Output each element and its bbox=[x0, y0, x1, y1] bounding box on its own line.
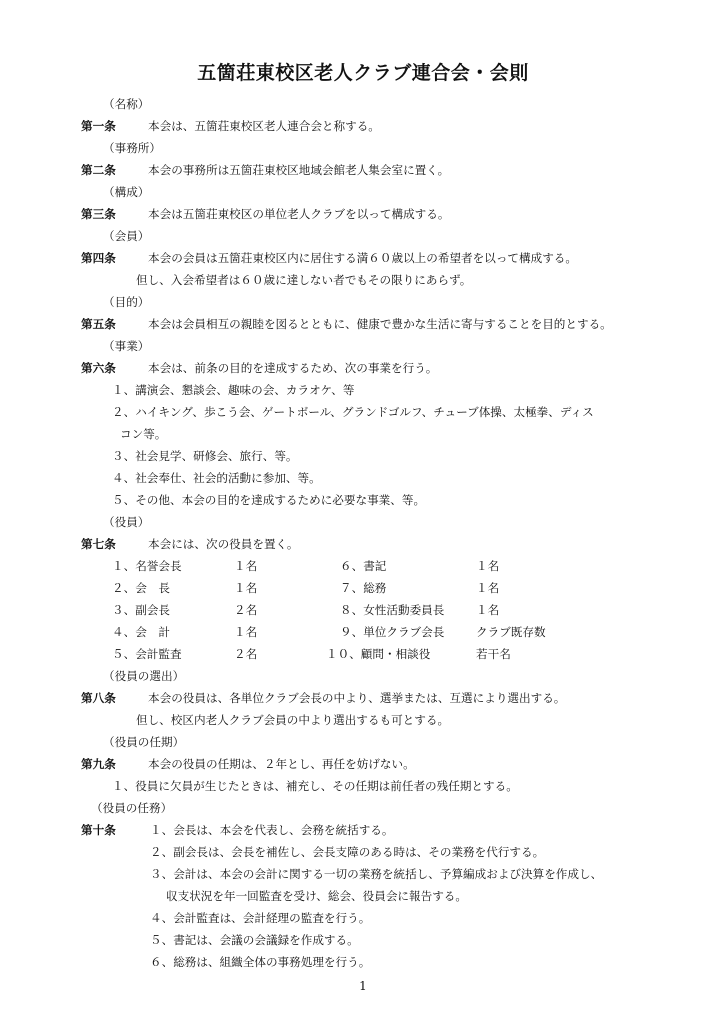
heading-office: （事務所） bbox=[103, 141, 161, 155]
officer-count: １名 bbox=[476, 581, 500, 595]
officer-count: １名 bbox=[234, 625, 258, 639]
article-9-label: 第九条 bbox=[81, 757, 116, 771]
officer-count: 若干名 bbox=[476, 647, 511, 661]
article-10-label: 第十条 bbox=[81, 823, 116, 837]
article-10-item: ２、副会長は、会長を補佐し、会長支障のある時は、その業務を代行する。 bbox=[150, 845, 545, 859]
page-number: 1 bbox=[359, 979, 367, 993]
document-title: 五箇荘東校区老人クラブ連合会・会則 bbox=[197, 62, 529, 84]
officer-role: ７、総務 bbox=[340, 581, 387, 595]
article-4-proviso: 但し、入会希望者は６０歳に達しない者でもその限りにあらず。 bbox=[136, 273, 472, 287]
officer-count: １名 bbox=[234, 581, 258, 595]
article-7-text: 本会には、次の役員を置く。 bbox=[148, 537, 299, 551]
heading-officer-duties: （役員の任務） bbox=[91, 801, 173, 815]
article-1-label: 第一条 bbox=[81, 119, 116, 133]
article-6-item-cont: コン等。 bbox=[120, 427, 167, 441]
officer-role: ４、会 計 bbox=[112, 625, 170, 639]
officer-role: １０、顧問・相談役 bbox=[326, 647, 431, 661]
article-6-item: ２、ハイキング、歩こう会、ゲートボール、グランドゴルフ、チューブ体操、太極拳、ディス bbox=[112, 405, 594, 419]
article-6-item: ３、社会見学、研修会、旅行、等。 bbox=[112, 449, 298, 463]
heading-officers: （役員） bbox=[103, 515, 150, 529]
article-10-item: ３、会計は、本会の会計に関する一切の業務を統括し、予算編成および決算を作成し、 bbox=[150, 867, 603, 881]
article-2-text: 本会の事務所は五箇荘東校区地域会館老人集会室に置く。 bbox=[148, 163, 450, 177]
officer-role: ６、書記 bbox=[340, 559, 387, 573]
article-6-label: 第六条 bbox=[81, 361, 116, 375]
heading-name: （名称） bbox=[103, 97, 150, 111]
article-10-item: ４、会計監査は、会計経理の監査を行う。 bbox=[150, 911, 371, 925]
officer-count: １名 bbox=[234, 559, 258, 573]
officer-count: １名 bbox=[476, 559, 500, 573]
article-10-item: ５、書記は、会議の会議録を作成する。 bbox=[150, 933, 359, 947]
article-8-text: 本会の役員は、各単位クラブ会長の中より、選挙または、互選により選出する。 bbox=[148, 691, 566, 705]
article-5-text: 本会は会員相互の親睦を図るとともに、健康で豊かな生活に寄与することを目的とする。 bbox=[148, 317, 612, 331]
article-3-text: 本会は五箇荘東校区の単位老人クラブを以って構成する。 bbox=[148, 207, 450, 221]
article-6-text: 本会は、前条の目的を達成するため、次の事業を行う。 bbox=[148, 361, 438, 375]
article-9-text: 本会の役員の任期は、２年とし、再任を妨げない。 bbox=[148, 757, 415, 771]
officer-count: クラブ既存数 bbox=[476, 625, 546, 639]
article-9-item: １、役員に欠員が生じたときは、補充し、その任期は前任者の残任期とする。 bbox=[112, 779, 518, 793]
officer-role: ９、単位クラブ会長 bbox=[340, 625, 445, 639]
article-3-label: 第三条 bbox=[81, 207, 116, 221]
heading-purpose: （目的） bbox=[103, 295, 150, 309]
officer-role: ５、会計監査 bbox=[112, 647, 182, 661]
officer-count: １名 bbox=[476, 603, 500, 617]
article-10-item-cont: 収支状況を年一回監査を受け、総会、役員会に報告する。 bbox=[166, 889, 467, 903]
article-1-text: 本会は、五箇荘東校区老人連合会と称する。 bbox=[148, 119, 380, 133]
article-8-proviso: 但し、校区内老人クラブ会員の中より選出するも可とする。 bbox=[136, 713, 450, 727]
article-4-label: 第四条 bbox=[81, 251, 116, 265]
heading-officer-term: （役員の任期） bbox=[103, 735, 185, 749]
article-7-label: 第七条 bbox=[81, 537, 116, 551]
officer-role: ８、女性活動委員長 bbox=[340, 603, 445, 617]
article-2-label: 第二条 bbox=[81, 163, 116, 177]
heading-members: （会員） bbox=[103, 229, 150, 243]
officer-count: ２名 bbox=[234, 647, 258, 661]
article-10-item: １、会長は、本会を代表し、会務を統括する。 bbox=[150, 823, 394, 837]
officer-role: ３、副会長 bbox=[112, 603, 170, 617]
heading-composition: （構成） bbox=[103, 185, 150, 199]
officer-count: ２名 bbox=[234, 603, 258, 617]
article-6-item: ５、その他、本会の目的を達成するために必要な事業、等。 bbox=[112, 493, 426, 507]
article-8-label: 第八条 bbox=[81, 691, 116, 705]
article-4-text: 本会の会員は五箇荘東校区内に居住する満６０歳以上の希望者を以って構成する。 bbox=[148, 251, 577, 265]
heading-activities: （事業） bbox=[103, 339, 150, 353]
heading-officer-election: （役員の選出） bbox=[103, 669, 185, 683]
article-6-item: １、講演会、懇談会、趣味の会、カラオケ、等 bbox=[112, 383, 355, 397]
article-5-label: 第五条 bbox=[81, 317, 116, 331]
officer-role: １、名誉会長 bbox=[112, 559, 182, 573]
article-6-item: ４、社会奉仕、社会的活動に参加、等。 bbox=[112, 471, 321, 485]
article-10-item: ６、総務は、組織全体の事務処理を行う。 bbox=[150, 955, 371, 969]
officer-role: ２、会 長 bbox=[112, 581, 170, 595]
